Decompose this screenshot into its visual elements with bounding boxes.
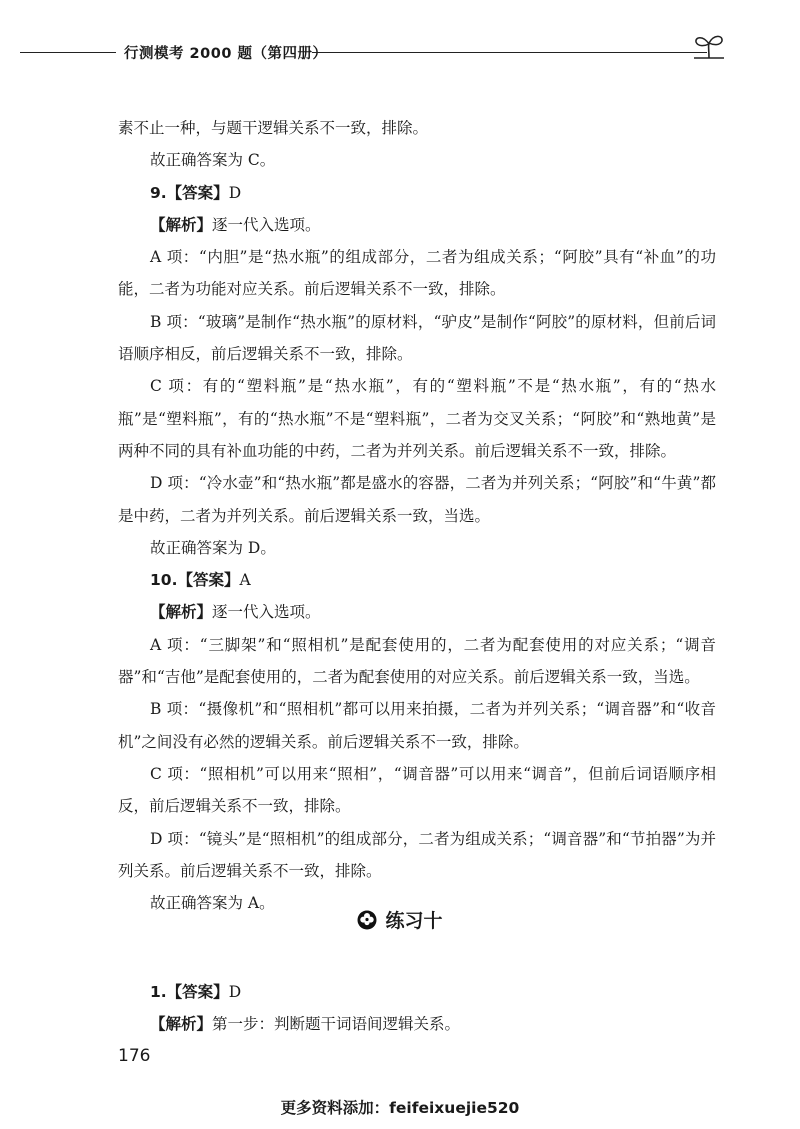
text-paragraph [118,532,716,564]
text-paragraph [118,693,716,758]
paragraph-text: 第一步：判断题干词语间逻辑关系。 [212,1015,461,1034]
text-paragraph [118,112,716,144]
text-paragraph [118,758,716,823]
text-paragraph [118,629,716,694]
answer-label: 9.【答案】 [150,183,229,202]
paragraph-text: A 项：“三脚架”和“照相机”是配套使用的，二者为配套使用的对应关系；“调音器”和“吉他”是配套使用的，二者为配套使用的对应关系。前后逻辑关系一致，当选。 [118,635,716,687]
text-paragraph [118,467,716,532]
text-paragraph [118,241,716,306]
text-paragraph [118,596,716,628]
paragraph-text: D 项：“镜头”是“照相机”的组成部分，二者为组成关系；“调音器”和“节拍器”为并列关系。前后逻辑关系不一致，排除。 [118,829,716,880]
paragraph-text: C 项：“照相机”可以用来“照相”，“调音器”可以用来“调音”，但前后词语顺序相反，前后逻辑关系不一致，排除。 [118,764,716,816]
paragraph-text: 逐一代入选项。 [212,603,321,622]
text-paragraph [118,370,716,467]
answer-explanations [118,112,716,919]
answer-label: 1.【答案】 [150,983,229,1001]
text-paragraph [118,976,716,1008]
paragraph-text: A [239,571,251,590]
paragraph-text: D [228,183,242,202]
sprout-icon [692,32,726,60]
text-paragraph [118,144,716,176]
section-heading [0,906,800,933]
paragraph-text: B 项：“玻璃”是制作“热水瓶”的原材料，“驴皮”是制作“阿胶”的原材料，但前后词语顺序相反，前后逻辑关系不一致，排除。 [118,312,716,364]
paragraph-text: C 项：有的“塑料瓶”是“热水瓶”，有的“塑料瓶”不是“热水瓶”，有的“热水瓶”是“塑料瓶”，有的“热水瓶”不是“塑料瓶”，二者为交叉关系；“阿胶”和“熟地黄”是两种不同的具有补血功能的中药，二者为并列关系。前后逻辑关系不一致，排除。 [118,377,716,460]
page-header [20,38,725,68]
watermark-text: 更多资料添加：feifeixuejie520 [280,1099,520,1117]
text-paragraph [118,209,716,241]
section-title: 练习十 [385,910,443,932]
page-number: 176 [118,1046,151,1066]
text-paragraph [118,177,716,209]
header-rule-right [312,52,707,53]
paragraph-text: B 项：“摄像机”和“照相机”都可以用来拍摄，二者为并列关系；“调音器”和“收音机”之间没有必然的逻辑关系。前后逻辑关系不一致，排除。 [118,700,716,751]
next-section-start [118,976,716,1041]
header-title: 行测模考 2000 题（第四册） [124,46,328,62]
answer-label: 【解析】 [150,603,213,622]
paragraph-text: 故正确答案为 A。 [150,894,275,913]
paragraph-text: 素不止一种，与题干逻辑关系不一致，排除。 [118,119,429,137]
paragraph-text: 故正确答案为 D。 [150,538,276,557]
text-paragraph [118,564,716,596]
paragraph-text: 逐一代入选项。 [212,215,321,234]
answer-label: 10.【答案】 [150,571,240,590]
answer-label: 【解析】 [150,215,213,234]
answer-label: 【解析】 [150,1015,213,1034]
paragraph-text: D 项：“冷水壶”和“热水瓶”都是盛水的容器，二者为并列关系；“阿胶”和“牛黄”都是中药，二者为并列关系。前后逻辑关系一致，当选。 [118,474,716,525]
text-paragraph [118,823,716,888]
paragraph-text: D [228,983,242,1001]
text-paragraph [118,1008,716,1040]
text-paragraph [118,306,716,371]
paragraph-text: A 项：“内胆”是“热水瓶”的组成部分，二者为组成关系；“阿胶”具有“补血”的功能，二者为功能对应关系。前后逻辑关系不一致，排除。 [118,248,716,299]
flower-icon [357,910,377,930]
paragraph-text: 故正确答案为 C。 [150,151,276,170]
header-rule-left [20,52,116,53]
